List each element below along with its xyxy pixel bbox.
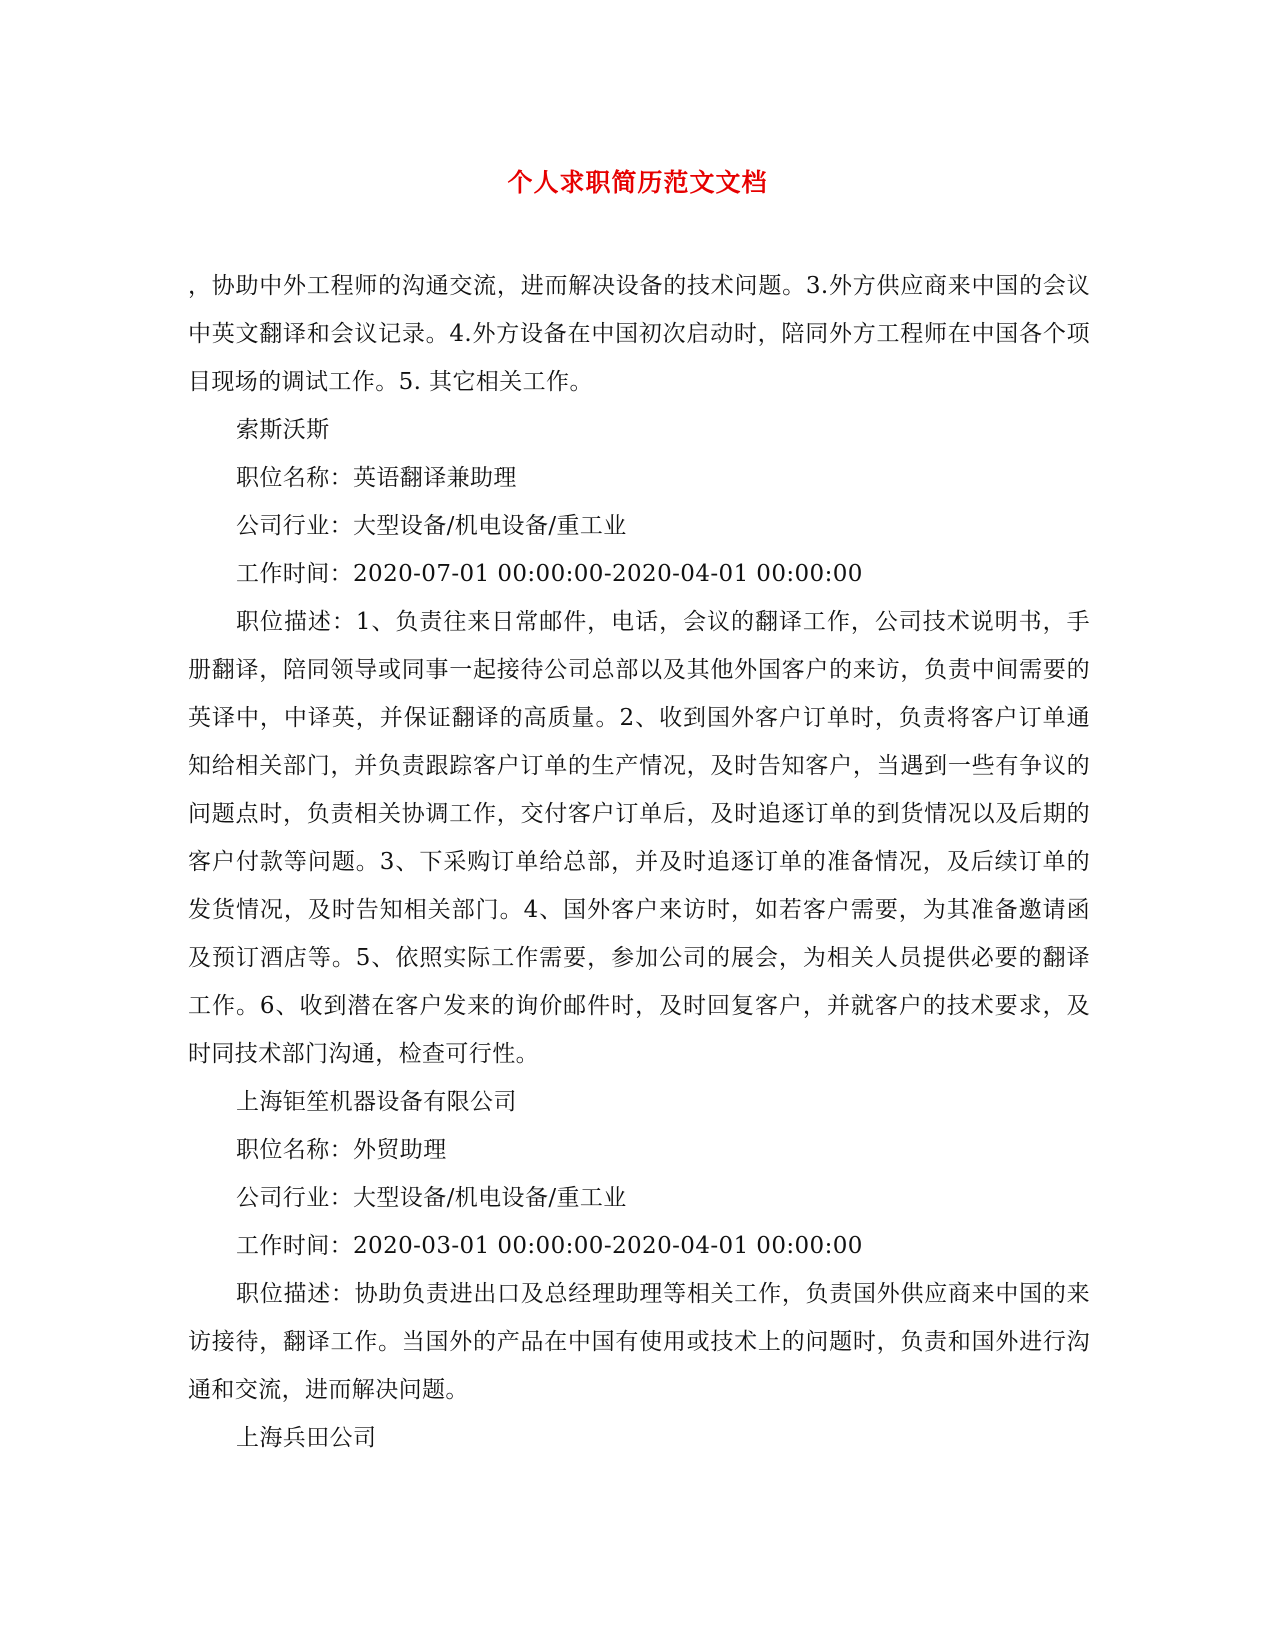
work-period: 工作时间：2020-03-01 00:00:00-2020-04-01 00:00:00 (236, 1233, 863, 1259)
company-name: 上海钜笙机器设备有限公司 (236, 1089, 517, 1115)
company-industry: 公司行业：大型设备/机电设备/重工业 (236, 513, 627, 539)
position-description: 职位描述：1、负责往来日常邮件，电话，会议的翻译工作，公司技术说明书，手册翻译，陪同领导或同事一起接待公司总部以及其他外国客户的来访，负责中间需要的英译中，中译英，并保证翻译的高质量。2、收到国外客户订单时，负责将客户订单通知给相关部门，并负责跟踪客户订单的生产情况，及时告知客户，当遇到一些有争议的问题点时，负责相关协调工作，交付客户订单后，及时追逐订单的到货情况以及后期的客户付款等问题。3、下采购订单给总部，并及时追逐订单的准备情况，及后续订单的发货情况，及时告知相关部门。4、国外客户来访时，如若客户需要，为其准备邀请函及预订酒店等。5、依照实际工作需要，参加公司的展会，为相关人员提供必要的翻译工作。6、收到潜在客户发来的询价邮件时，及时回复客户，并就客户的技术要求，及时同技术部门沟通，检查可行性。 (188, 609, 1090, 1067)
work-period: 工作时间：2020-07-01 00:00:00-2020-04-01 00:00:00 (236, 561, 863, 587)
company-name: 索斯沃斯 (236, 417, 330, 443)
position-title: 职位名称：外贸助理 (236, 1137, 447, 1163)
position-description: 职位描述：协助负责进出口及总经理助理等相关工作，负责国外供应商来中国的来访接待，翻译工作。当国外的产品在中国有使用或技术上的问题时，负责和国外进行沟通和交流，进而解决问题。 (188, 1281, 1090, 1403)
document-title: 个人求职简历范文文档 (507, 168, 768, 197)
paragraph-continued: ，协助中外工程师的沟通交流，进而解决设备的技术问题。3.外方供应商来中国的会议中英文翻译和会议记录。4.外方设备在中国初次启动时，陪同外方工程师在中国各个项目现场的调试工作。5. 其它相关工作。 (188, 273, 1090, 395)
company-industry: 公司行业：大型设备/机电设备/重工业 (236, 1185, 627, 1211)
position-title: 职位名称：英语翻译兼助理 (236, 465, 517, 491)
document-body (188, 262, 1090, 1462)
company-name: 上海兵田公司 (236, 1425, 377, 1451)
